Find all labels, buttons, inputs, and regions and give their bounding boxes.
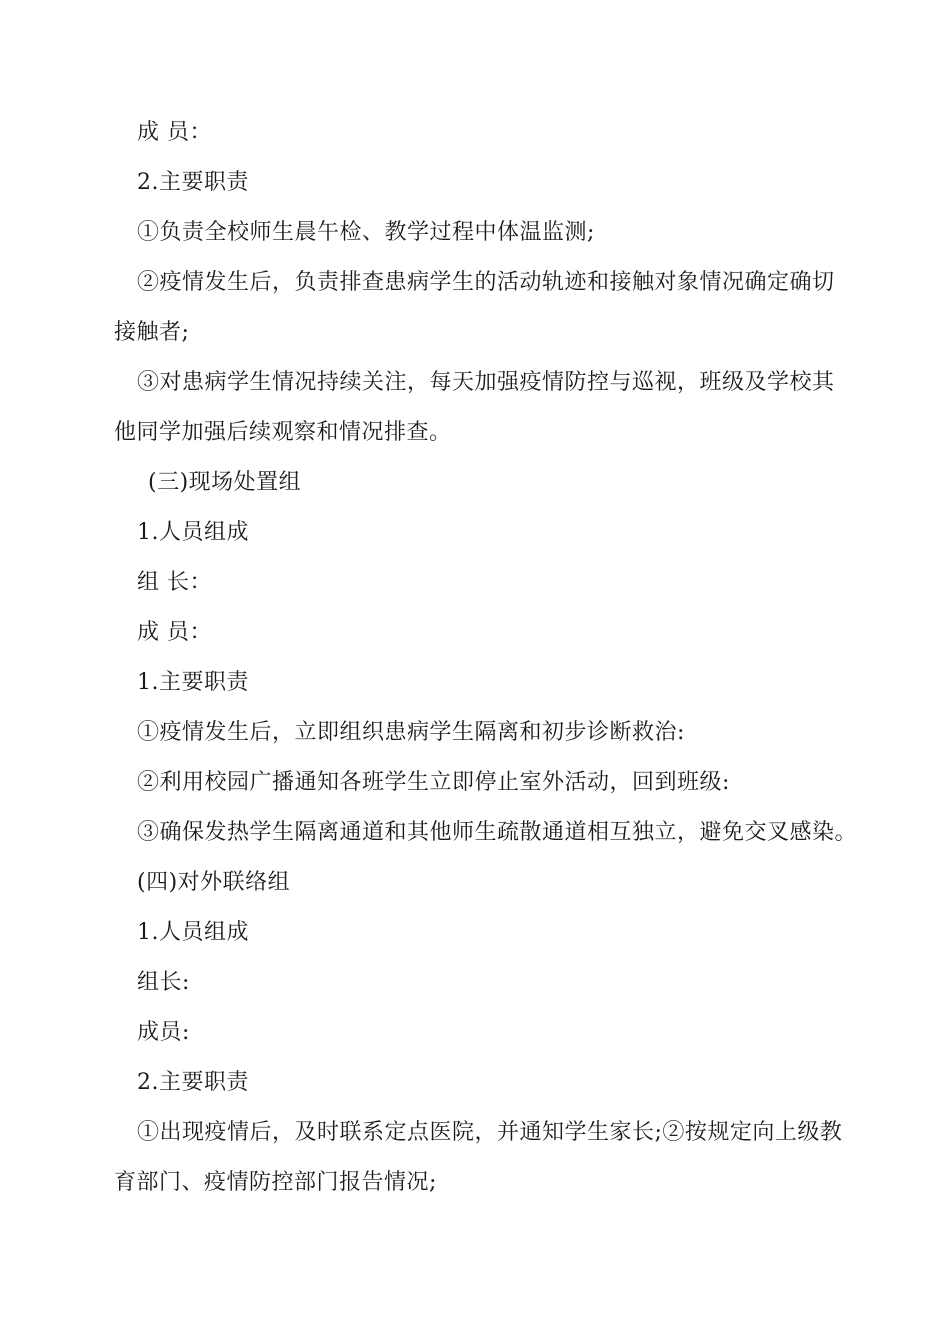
leader-line: 组长: [137,970,190,995]
member-line: 成员: [137,1020,190,1045]
duty-item-continuation: 他同学加强后续观察和情况排查。 [114,420,452,445]
duty-item-continuation: 育部门、疫情防控部门报告情况; [114,1170,437,1195]
duty-item: ②利用校园广播通知各班学生立即停止室外活动，回到班级: [137,770,730,795]
leader-line: 组 长： [137,570,212,595]
duty-item: ②疫情发生后，负责排查患病学生的活动轨迹和接触对象情况确定确切 [137,270,835,295]
composition-heading: 1.人员组成 [137,920,249,945]
duty-item: ①负责全校师生晨午检、教学过程中体温监测; [137,220,595,245]
duties-heading: 2.主要职责 [137,1070,249,1095]
composition-heading: 1.人员组成 [137,520,249,545]
duties-heading: 1.主要职责 [137,670,249,695]
duty-item: ③确保发热学生隔离通道和其他师生疏散通道相互独立，避免交叉感染。 [137,820,858,845]
duties-heading: 2.主要职责 [137,170,249,195]
duty-item: ①疫情发生后，立即组织患病学生隔离和初步诊断救治: [137,720,685,745]
duty-item: ③对患病学生情况持续关注，每天加强疫情防控与巡视，班级及学校其 [137,370,835,395]
section-heading-liaison: (四)对外联络组 [137,870,291,895]
member-line: 成 员： [137,620,212,645]
member-line: 成 员： [137,120,212,145]
section-heading-onsite: (三)现场处置组 [148,470,302,495]
duty-item: ①出现疫情后，及时联系定点医院，并通知学生家长;②按规定向上级教 [137,1120,843,1145]
duty-item-continuation: 接触者; [114,320,190,345]
